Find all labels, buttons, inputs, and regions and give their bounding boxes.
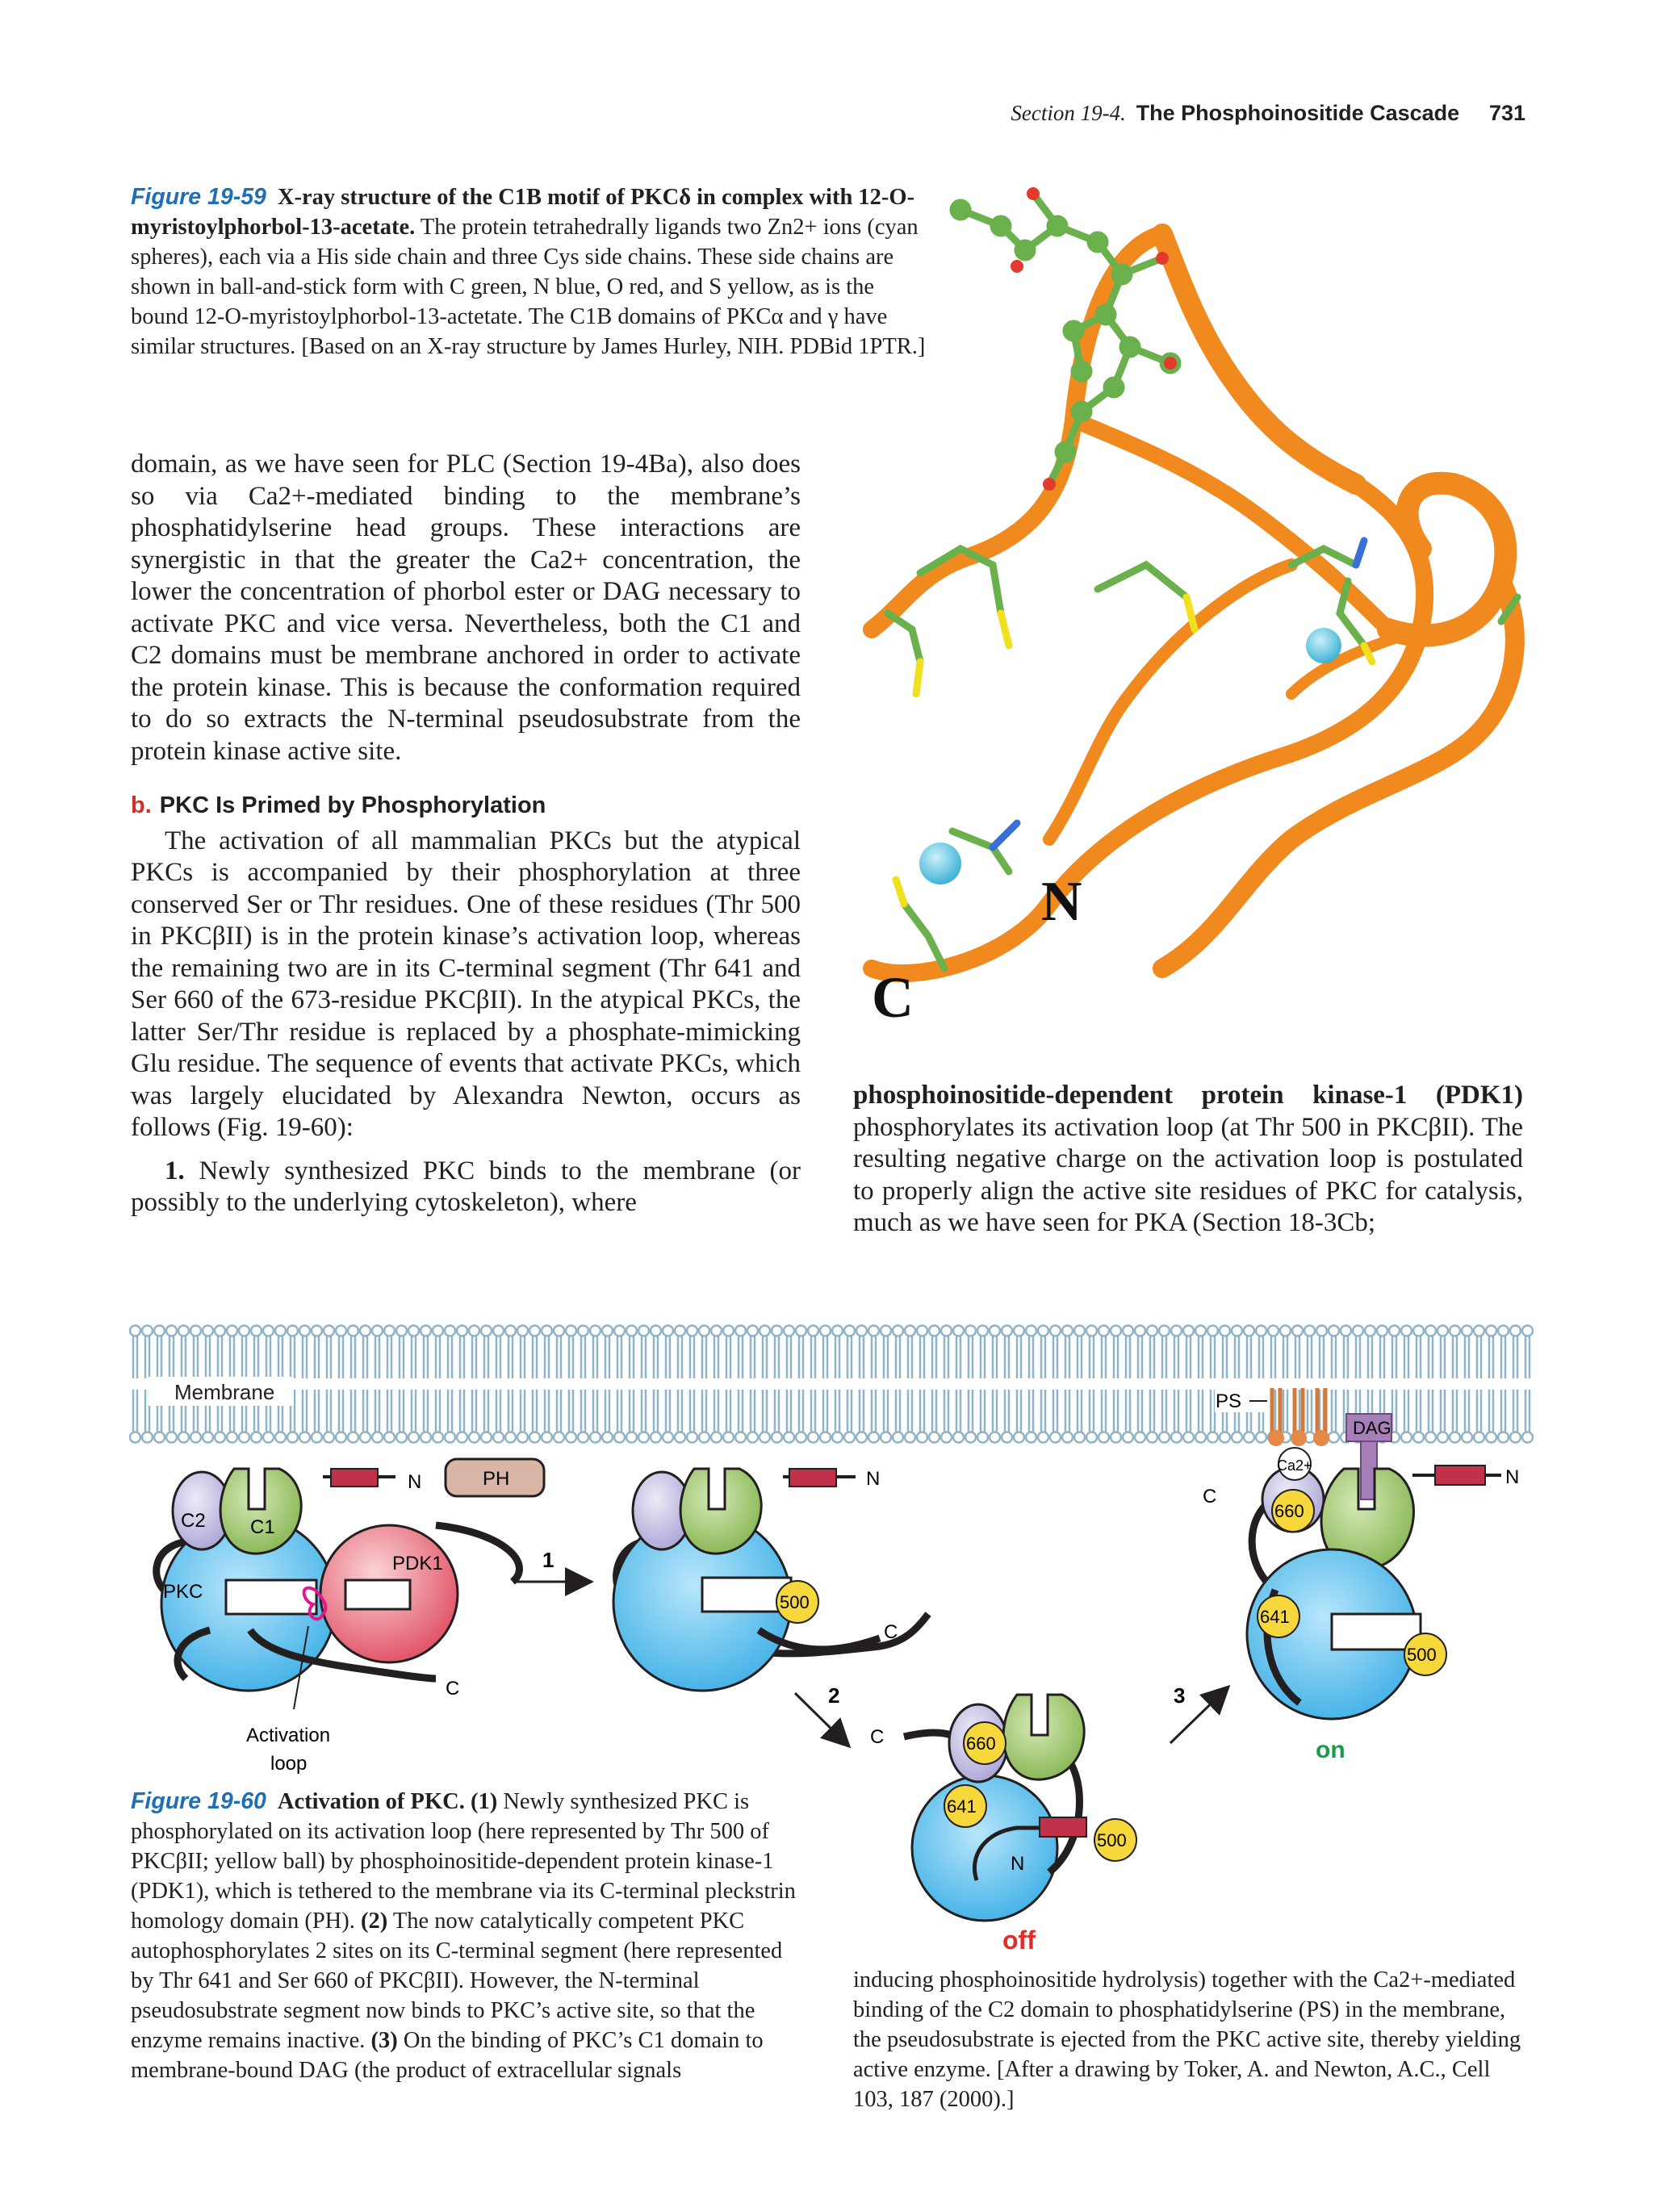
figure-label: Figure 19-59 <box>131 184 266 210</box>
caption-step-3: On the binding of PKC’s C1 domain to membrane-bound DAG (the product of extracellular signals <box>131 2028 764 2083</box>
pkc-label: PKC <box>163 1581 203 1603</box>
section-title: The Phosphoinositide Cascade <box>1136 101 1460 125</box>
n-label-3: N <box>1011 1853 1025 1875</box>
step-1-marker: (1) <box>470 1789 498 1814</box>
caption-step-1: Newly synthesized PKC is phosphorylated on its activation loop (here represented by Thr 500 of PKCβII; yellow ball) by phosphoinositide-dependent protein kinase-1 (PDK1), which is tethered to the membrane via its C-terminal pleckstrin homology domain (PH). <box>131 1789 796 1934</box>
ps-label: PS <box>1216 1390 1242 1412</box>
site-641-label-1: 641 <box>947 1796 977 1817</box>
page-number: 731 <box>1488 101 1525 125</box>
step-3-label: 3 <box>1174 1683 1186 1708</box>
figure-19-60-caption-continued: inducing phosphoinositide hydrolysis) together with the Ca2+-mediated binding of the C2 domain to phosphatidylserine (PS) in the membrane, the pseudosubstrate is ejected from the PKC active site, thereby yielding active enzyme. [After a drawing by Toker, A. and Newton, A.C., Cell 103, 187 (2000).] <box>853 1967 1521 2112</box>
zinc-ion-1-icon <box>919 843 961 884</box>
c-terminus-label: C <box>872 965 914 1030</box>
figure-title: Activation of PKC. <box>277 1789 465 1814</box>
n-terminus-label: N <box>1041 871 1082 933</box>
ribbon <box>872 234 1515 973</box>
running-header <box>928 101 1525 126</box>
subsection-title: PKC Is Primed by Phosphorylation <box>159 792 546 818</box>
figure-label: Figure 19-60 <box>131 1788 266 1814</box>
list-item-text: Newly synthesized PKC binds to the membrane (or possibly to the underlying cytoskeleton), where <box>131 1156 801 1217</box>
paragraph-1: domain, as we have seen for PLC (Section 19-4Ba), also does so via Ca2+-mediated binding to the membrane’s phosphatidylserine head groups. These interactions are synergistic in that the greater the Ca2+ concentration, the lower the concentration of phorbol ester or DAG necessary to activate PKC and vice versa. Nevertheless, both the C1 and C2 domains must be membrane anchored in order to activate the protein kinase. This is because the conformation required to do so extracts the N-terminal pseudosubstrate from the protein kinase active site. <box>131 450 801 766</box>
pseudosubstrate-1 <box>331 1469 378 1487</box>
n-label-4: N <box>1505 1466 1520 1488</box>
pseudosubstrate-ejected <box>1435 1466 1485 1485</box>
subsection-letter: b. <box>131 792 152 818</box>
right-paragraph <box>853 1080 1523 1240</box>
n-label-1: N <box>408 1471 422 1493</box>
site-641-label-2: 641 <box>1260 1607 1290 1627</box>
dag-label: DAG <box>1353 1418 1391 1438</box>
figure-caption-text: The protein tetrahedrally ligands two Zn2+ ions (cyan spheres), each via a His side chain and three Cys side chains. These side chains are shown in ball-and-stick form with C green, N blue, O red, and S yellow, as is the bound 12-O-myristoylphorbol-13-actetate. The C1B domains of PKCα and γ have similar structures. [Based on an X-ray structure by James Hurley, NIH. PDBid 1PTR.] <box>131 215 926 359</box>
pdk1-label: PDK1 <box>392 1553 443 1574</box>
figure-title: X-ray structure of the C1B motif of PKCδ in complex with 12-O-myristoylphorbol-13-acetate. <box>131 185 915 240</box>
calcium-label: Ca2+ <box>1277 1457 1312 1474</box>
step-2-label: 2 <box>828 1683 840 1708</box>
c-label-3: C <box>870 1726 885 1748</box>
membrane-label: Membrane <box>174 1380 275 1404</box>
list-item-1 <box>131 1156 801 1219</box>
ph-label: PH <box>483 1468 510 1490</box>
n-label-2: N <box>866 1468 881 1490</box>
stage-1 <box>157 1459 544 1775</box>
c-label-2: C <box>884 1621 898 1643</box>
step-1-label: 1 <box>542 1548 554 1572</box>
step-3-marker: (3) <box>370 2028 398 2053</box>
site-500-label-2: 500 <box>1097 1830 1127 1850</box>
protein-structure-image <box>839 178 1550 1049</box>
right-paragraph-lead: phosphoinositide-dependent protein kinase-1 (PDK1) <box>853 1081 1523 1110</box>
membrane-bilayer <box>129 1323 1534 1445</box>
site-660-label-1: 660 <box>966 1733 996 1754</box>
site-500-label-3: 500 <box>1407 1645 1437 1665</box>
right-paragraph-text: phosphorylates its activation loop (at Thr 500 in PKCβII). The resulting negative charge on the activation loop is postulated to properly align the active site residues of PKC for catalysis, much as we have seen for PKA (Section 18-3Cb; <box>853 1112 1523 1237</box>
site-500-label-1: 500 <box>780 1592 810 1612</box>
step-2-marker: (2) <box>361 1909 388 1934</box>
list-item-number: 1. <box>165 1156 185 1185</box>
activation-loop-label-2: loop <box>270 1753 308 1775</box>
figure-19-59-caption <box>131 182 930 362</box>
left-column <box>131 449 801 1219</box>
off-label: off <box>1002 1926 1036 1955</box>
c2-label: C2 <box>181 1510 206 1532</box>
caption-step-2: The now catalytically competent PKC autophosphorylates 2 sites on its C-terminal segment (here represented by Thr 641 and Ser 660 of PKCβII). However, the N-terminal pseudosubstrate segment now binds to PKC’s active site, so that the enzyme remains inactive. <box>131 1909 783 2053</box>
site-660-label-2: 660 <box>1274 1501 1304 1521</box>
stage-2 <box>613 1468 928 1691</box>
section-number: Section 19-4. <box>1011 101 1126 125</box>
zinc-ion-2-icon <box>1306 628 1341 663</box>
c-label-4: C <box>1203 1486 1217 1507</box>
figure-19-60-caption <box>131 1787 801 2085</box>
paragraph-2: The activation of all mammalian PKCs but the atypical PKCs is accompanied by their phosphorylation at three conserved Ser or Thr residues. One of these residues (Thr 500 in PKCβII) is in the protein kinase’s activation loop, whereas the remaining two are in its C-terminal segment (Thr 641 and Ser 660 of the 673-residue PKCβII). In the atypical PKCs, the latter Ser/Thr residue is replaced by a phosphate-mimicking Glu residue. The sequence of events that activate PKCs, which was largely elucidated by Alexandra Newton, occurs as follows (Fig. 19-60): <box>131 826 801 1142</box>
activation-loop-label-1: Activation <box>246 1725 331 1746</box>
subsection-heading <box>131 790 801 822</box>
c1-label: C1 <box>250 1516 275 1538</box>
on-label: on <box>1316 1737 1345 1763</box>
pseudosubstrate-bound <box>1040 1817 1086 1837</box>
c-label-1: C <box>446 1678 460 1700</box>
stage-3-off <box>870 1695 1136 1955</box>
right-column <box>853 1080 1523 1240</box>
